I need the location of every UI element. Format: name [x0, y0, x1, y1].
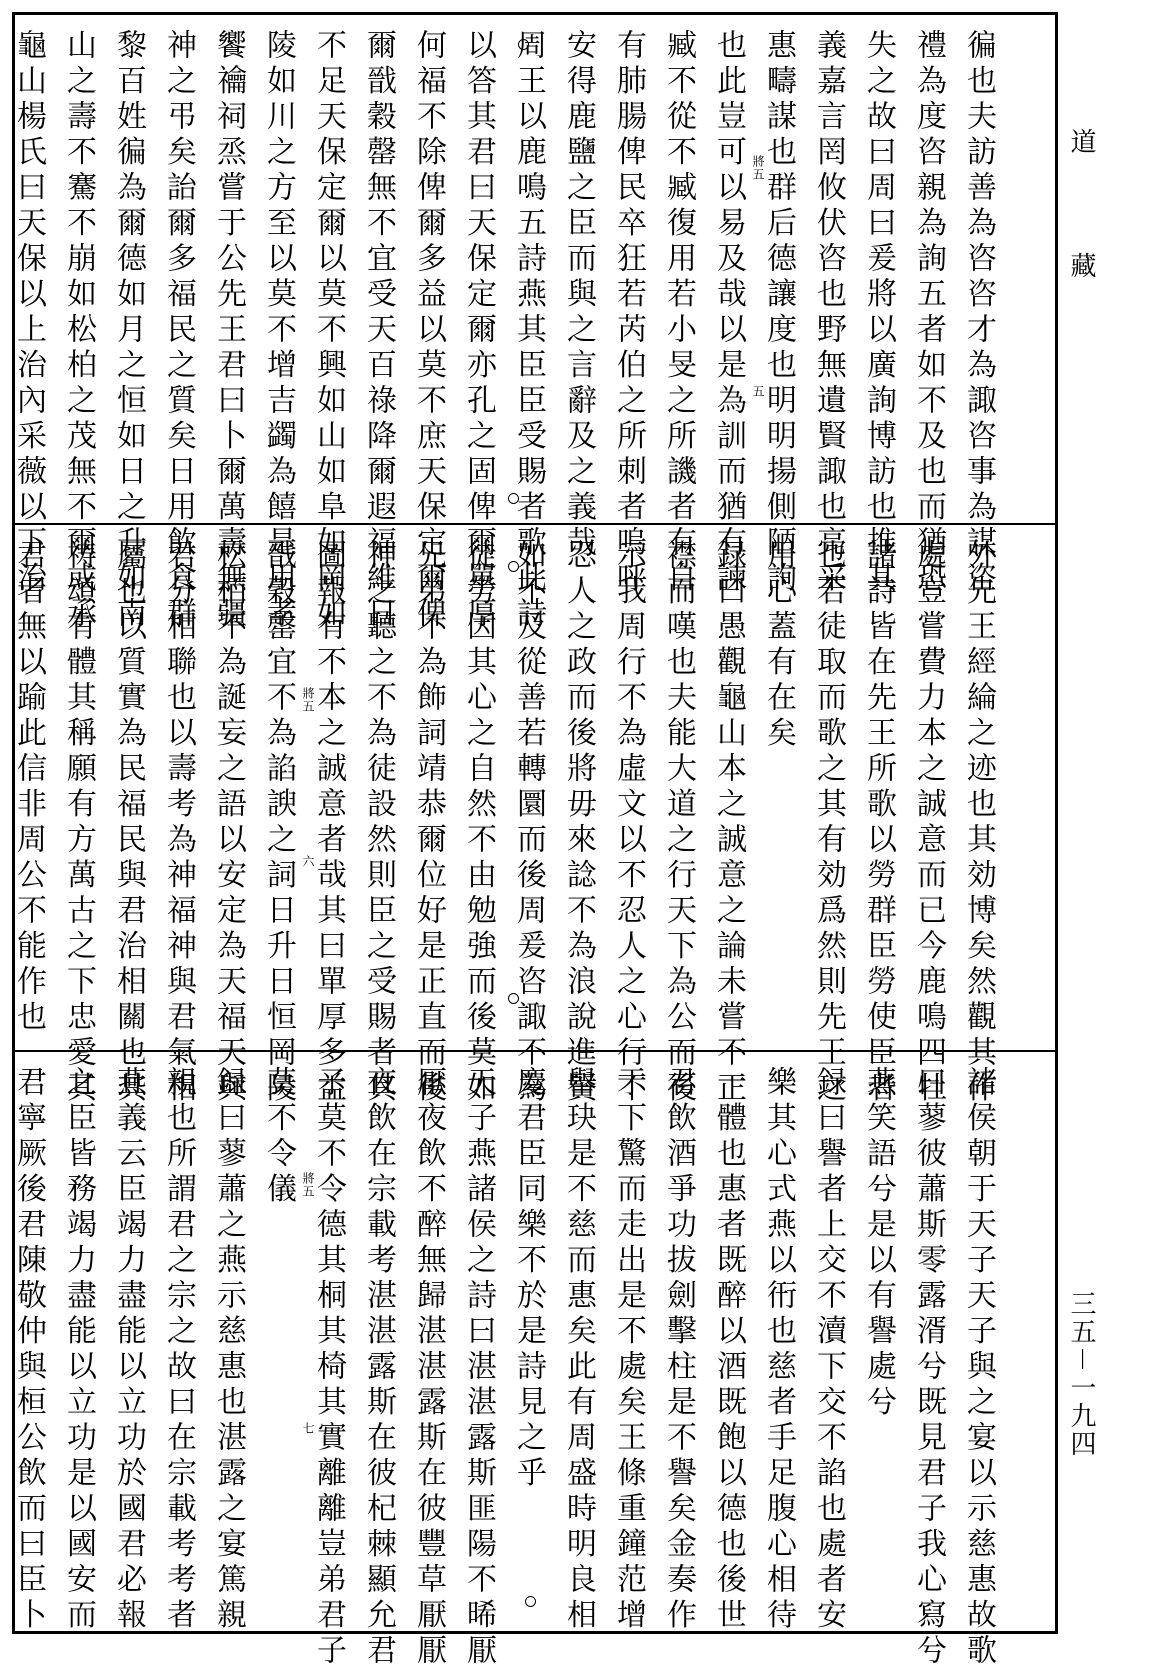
- section-circle: [508, 561, 519, 572]
- folio-mark: 六: [301, 855, 315, 868]
- text-column: 襟而嘆也夫能大道之行天下為公而後: [661, 539, 696, 1107]
- section-circle: [518, 39, 529, 50]
- text-column: 莫不令儀: [261, 1066, 296, 1208]
- text-column: 用心蓋有在矣: [761, 539, 796, 752]
- carver-mark: 將五: [751, 155, 765, 181]
- text-column: 山之壽不騫不崩如松柏之茂無不爾或承: [61, 29, 96, 633]
- text-column: 諸侯朝于天子天子與之宴以示慈惠故歌: [961, 1066, 996, 1670]
- text-column: 如不及從善若轉圜而後周爰咨諏不為: [511, 539, 546, 1107]
- panel-bottom: [11, 1050, 1055, 1670]
- section-circle: [508, 493, 519, 504]
- text-column: 祷頌有體其稱願有方萬古之下忠愛其: [61, 539, 96, 1107]
- text-column: 君者無以踰此信非周公不能作也: [11, 539, 46, 1036]
- text-column: 何福不除俾爾多益以莫不庶天保定爾俾: [411, 29, 446, 633]
- text-column: 神之聽之不為徒設然則臣之受賜者其: [361, 539, 396, 1107]
- text-column: 失之故曰周曰爰將以廣詢博訪也推其: [861, 29, 896, 597]
- text-column: 兄弟不為飾詞靖恭爾位好是正直而後: [411, 539, 446, 1107]
- text-column: 惠疇謀也群后德讓度也明明揚側陋詢: [761, 29, 796, 597]
- folio-mark: 七: [301, 1422, 315, 1435]
- text-column: 徒勞因其心之自然不由勉強而後莫如: [461, 539, 496, 1107]
- text-column: 親也所謂君之宗之故曰在宗載考考者: [161, 1066, 196, 1634]
- text-column: 示我周行不為虛文以不忍人之心行不: [611, 539, 646, 1107]
- text-column: 以答其君曰天保定爾亦孔之固俾爾單厚: [461, 29, 496, 633]
- text-column: 外先王經綸之迹也其効博矣然觀其作: [961, 539, 996, 1107]
- text-column: 燕笑語兮是以有譽處兮: [861, 1066, 896, 1421]
- text-column: 諸詩皆在先王所歌以勞群臣勞使臣者: [861, 539, 896, 1107]
- section-circle: [525, 1596, 536, 1607]
- text-column: 樂其心式燕以衎也慈者手足腹心相待: [761, 1066, 796, 1634]
- text-column: 處豈嘗費力本之誠意而已今鹿鳴四牡: [911, 539, 946, 1107]
- text-column: 君分相聯也以壽考為神福神與君氣相: [161, 539, 196, 1107]
- page-number: 三五－一九四: [1066, 1290, 1096, 1459]
- text-column: 也若徒取而歌之其有効爲然則先王之: [811, 539, 846, 1107]
- text-column: 安得鹿鹽之臣而與之言辭及之義哉: [561, 29, 596, 562]
- section-circle: [508, 993, 519, 1004]
- text-column: 慶君臣同樂不於是詩見之乎: [511, 1066, 546, 1492]
- canon-label-mid: 藏: [1066, 252, 1096, 284]
- panel-middle: [11, 523, 1055, 1107]
- text-column: 曰蓼彼蕭斯零露湑兮既見君子我心寫兮: [911, 1066, 946, 1670]
- text-column: 圖報有不本之誠意者哉其曰單厚多益: [311, 539, 346, 1107]
- section-circle: [533, 1084, 544, 1095]
- text-column: 不足天保定爾以莫不興如山如阜如岡如: [311, 29, 346, 633]
- text-column: 天子燕諸侯之詩曰湛湛露斯匪陽不晞厭: [461, 1066, 496, 1670]
- panel-top: [11, 15, 1055, 633]
- text-column: 徧也夫訪善為咨咨才為諏咨事為謀咨: [961, 29, 996, 597]
- text-column: 君飲酒爭功拔劍擊柱是不譽矣金奏作: [661, 1066, 696, 1634]
- text-column: 戩穀罄宜不為諂諛之詞日升日恒岡陵: [261, 539, 296, 1107]
- text-column: 禮為度咨親為詢五者如不及也而猶恐: [911, 29, 946, 597]
- text-column: 君寧厥後君陳敬仲與桓公飲而曰臣卜: [11, 1066, 46, 1634]
- text-column: 爾戩穀罄無不宜受天百祿降爾遐福維日: [361, 29, 396, 633]
- text-column: 録曰譽者上交不瀆下交不諂也處者安: [811, 1066, 846, 1634]
- text-column: 夜飲在宗載考湛湛露斯在彼杞棘顯允君: [361, 1066, 396, 1670]
- text-column: 黎百姓徧為爾德如月之恒如日之升如南: [111, 29, 146, 633]
- text-column: 松栢不為誕妄之語以安定為天福天與: [211, 539, 246, 1107]
- carver-mark: 將五: [301, 687, 315, 713]
- text-column: 臧不從不臧復用若小旻之所譏者有自: [661, 29, 696, 597]
- text-column: 録曰蓼蕭之燕示慈惠也湛露之宴篤親: [211, 1066, 246, 1634]
- text-column: 也此豈可以易及哉以是為訓而猶有諫: [711, 29, 746, 597]
- text-column: 燕義云臣竭力盡能以立功於國君必報: [111, 1066, 146, 1634]
- text-column: 有肺腸俾民卒狂若芮伯之所刺者嗚呼: [611, 29, 646, 597]
- text-column: 陵如川之方至以莫不增吉蠲為饎是用孝: [261, 29, 296, 633]
- text-column: 周王以鹿鳴五詩燕其臣臣受賜者歌此詩: [511, 29, 546, 633]
- text-column: 饗禴祠烝嘗于公先王君曰卜爾萬壽無疆: [211, 29, 246, 633]
- text-column: 舉玦是不慈而惠矣此有周盛時明良相: [561, 1066, 596, 1634]
- text-column: 于下驚而走出是不處矣王條重鐘范增: [611, 1066, 646, 1634]
- text-column: 龜山楊氏曰天保以上治內采薇以下治: [11, 29, 46, 597]
- text-column: 之臣皆務竭力盡能以立功是以國安而: [61, 1066, 96, 1634]
- text-column: 一體也惠者既醉以酒既飽以德也後世: [711, 1066, 746, 1634]
- carver-mark: 將五: [301, 1172, 315, 1198]
- canon-label-top: 道: [1066, 128, 1096, 160]
- text-column: 屬也以質實為民福民與君治相關也其: [111, 539, 146, 1107]
- text-column: 義嘉言罔攸伏咨也野無遺賢諏也亮采: [811, 29, 846, 597]
- text-column: 厭夜飲不醉無歸湛湛露斯在彼豐草厭厭: [411, 1066, 446, 1670]
- text-column: 録曰愚觀龜山本之誠意之論未嘗不正: [711, 539, 746, 1107]
- text-column: 子莫不令德其桐其椅其實離離豈弟君子: [311, 1066, 346, 1670]
- text-column: 忍人之政而後將毋來諗不為浪說進賢: [561, 539, 596, 1107]
- folio-mark: 五: [751, 385, 765, 398]
- text-column: 神之弔矣詒爾多福民之質矣日用飲食群: [161, 29, 196, 633]
- page-frame: [11, 12, 1058, 1670]
